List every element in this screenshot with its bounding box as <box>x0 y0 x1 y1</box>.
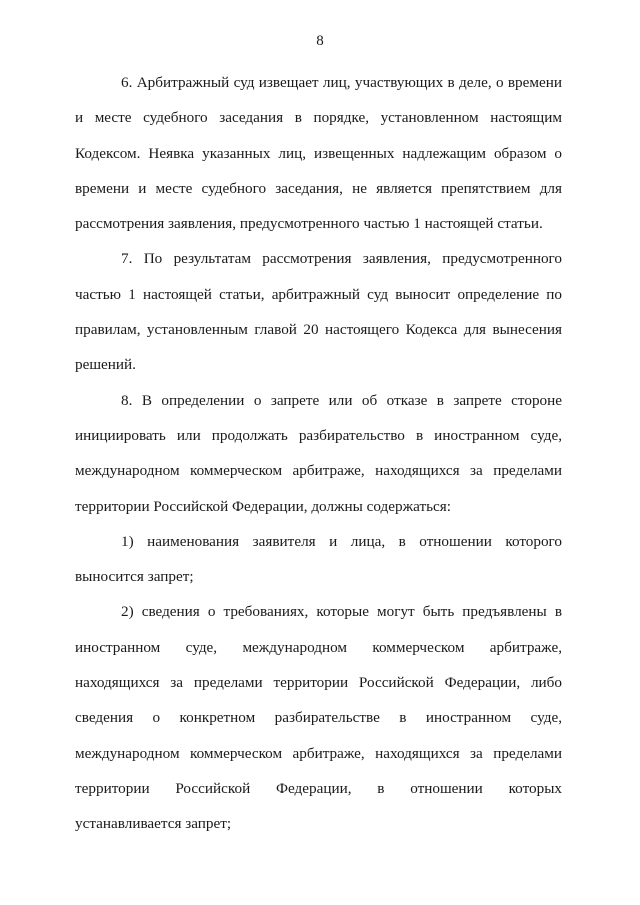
page-number: 8 <box>316 33 324 49</box>
list-item-1: 1) наименования заявителя и лица, в отношении которого выносится запрет; <box>75 532 562 586</box>
paragraph-6: 6. Арбитражный суд извещает лиц, участвующих в деле, о времени и месте судебного заседания в порядке, установленном настоящим Кодексом. Неявка указанных лиц, извещенных надлежащим образом о времени и месте судебного заседания, не является препятствием для рассмотрения заявления, предусмотренного частью 1 настоящей статьи. <box>75 74 562 233</box>
list-item-2: 2) сведения о требованиях, которые могут быть предъявлены в иностранном суде, международном коммерческом арбитраже, находящихся за пределами территории Российской Федерации, либо сведения о конкретном разбирательстве в иностранном суде, международном коммерческом арбитраже, находящихся за пределами территории Российской Федерации, в отношении которых устанавливается запрет; <box>75 603 562 833</box>
paragraph-8: 8. В определении о запрете или об отказе в запрете стороне инициировать или продолжать разбирательство в иностранном суде, международном коммерческом арбитраже, находящихся за пределами территории Российской Федерации, должны содержаться: <box>75 391 562 515</box>
document-body <box>75 65 562 842</box>
paragraph-7: 7. По результатам рассмотрения заявления, предусмотренного частью 1 настоящей статьи, арбитражный суд выносит определение по правилам, установленным главой 20 настоящего Кодекса для вынесения решений. <box>75 250 562 374</box>
